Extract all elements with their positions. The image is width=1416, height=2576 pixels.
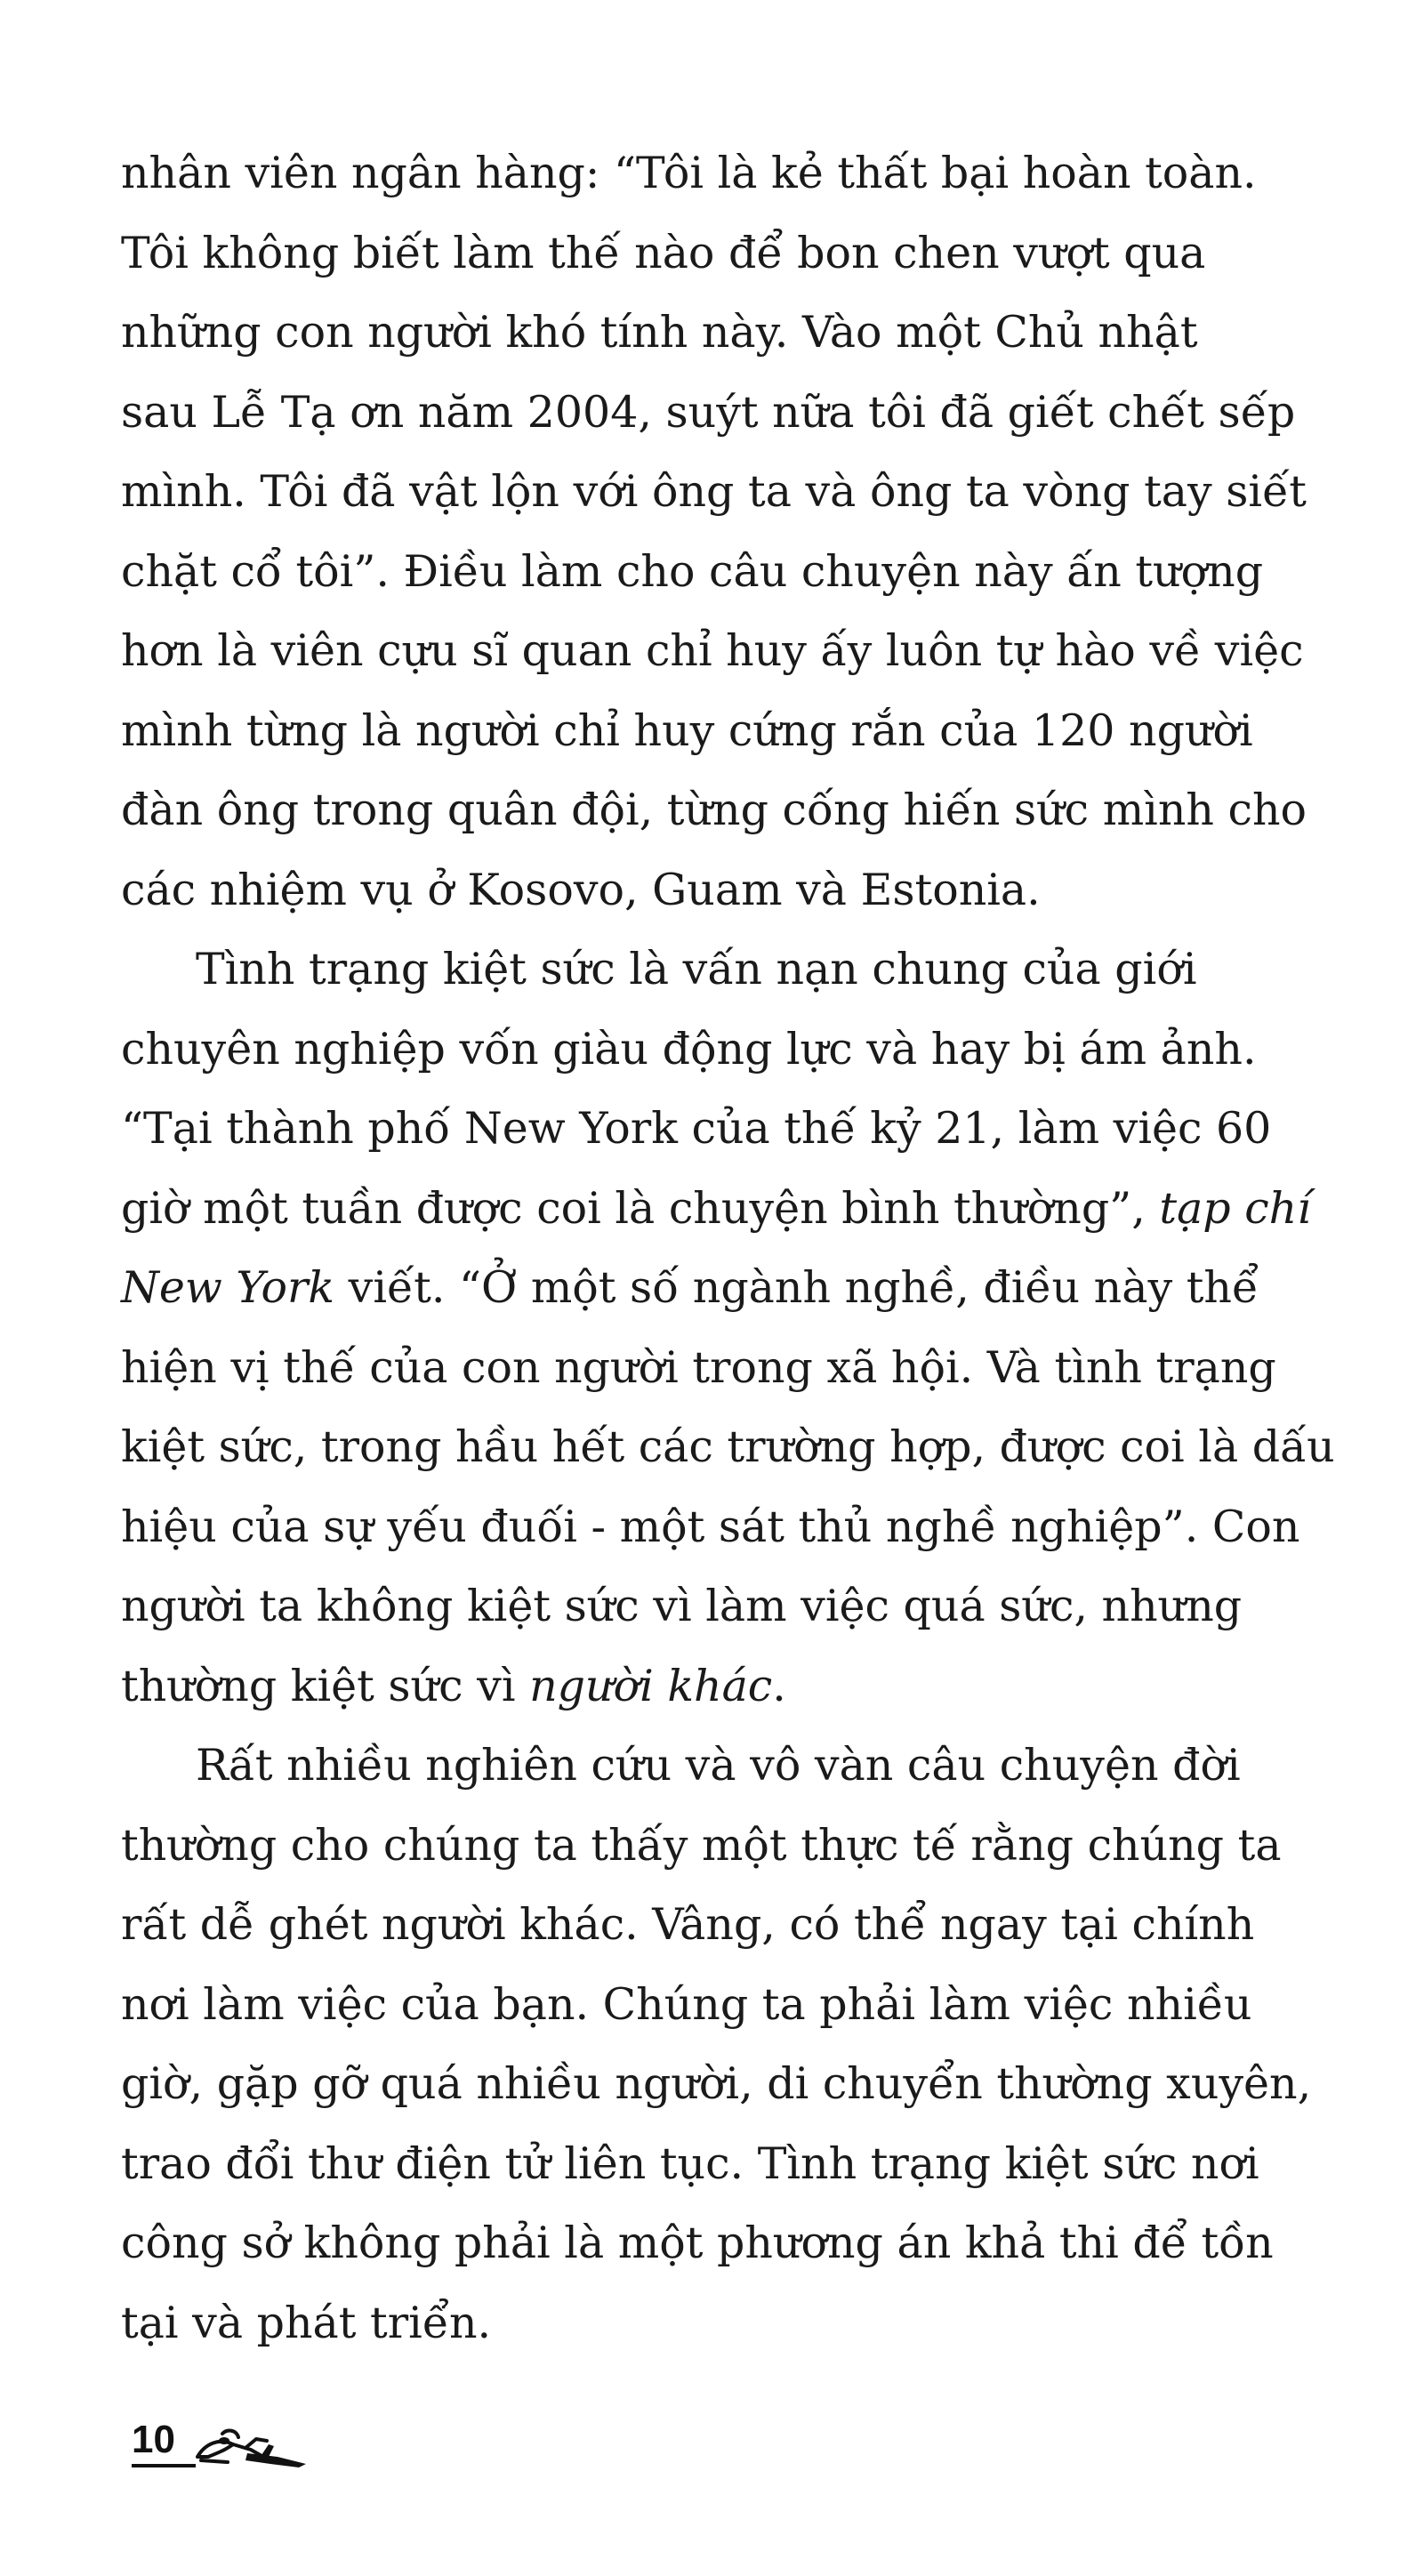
text-segment: giờ, gặp gỡ quá nhiều người, di chuyển thường xuyên, (121, 2058, 1312, 2109)
text-segment: công sở không phải là một phương án khả thi để tồn (121, 2218, 1274, 2268)
text-line (121, 1010, 1331, 1090)
text-segment: người ta không kiệt sức vì làm việc quá sức, nhưng (121, 1581, 1243, 1631)
text-segment: Tôi không biết làm thế nào để bon chen vượt qua (121, 227, 1206, 278)
text-line (121, 2044, 1331, 2124)
text-line (121, 850, 1331, 930)
text-line (121, 1726, 1331, 1806)
text-line (121, 133, 1331, 213)
text-line (121, 930, 1331, 1010)
text-segment: trao đổi thư điện tử liên tục. Tình trạng kiệt sức nơi (121, 2137, 1259, 2189)
text-segment: Rất nhiều nghiên cứu và vô vàn câu chuyện đời (196, 1740, 1241, 1791)
text-segment: những con người khó tính này. Vào một Chủ nhật (121, 307, 1198, 358)
text-line (121, 1407, 1335, 1487)
text-line (121, 213, 1331, 294)
text-segment: nơi làm việc của bạn. Chúng ta phải làm việc nhiều (121, 1978, 1252, 2030)
text-segment: “Tại thành phố New York của thế kỷ 21, làm việc 60 (121, 1103, 1272, 1154)
text-line (121, 1965, 1331, 2045)
text-line (121, 2283, 1331, 2363)
text-line (121, 611, 1331, 691)
text-segment: rất dễ ghét người khác. Vâng, có thể ngay tại chính (121, 1899, 1255, 1950)
text-line (121, 1089, 1331, 1169)
text-line (121, 452, 1331, 532)
page-body (121, 133, 1335, 2363)
text-line (121, 2124, 1331, 2204)
text-line (121, 1487, 1331, 1567)
text-segment: các nhiệm vụ ở Kosovo, Guam và Estonia. (121, 864, 1041, 915)
text-line (121, 1248, 1331, 1328)
page-number-rule (132, 2464, 196, 2467)
text-segment: chuyên nghiệp vốn giàu động lực và hay bị ám ảnh. (121, 1023, 1257, 1075)
text-segment: hơn là viên cựu sĩ quan chỉ huy ấy luôn tự hào về việc (121, 625, 1304, 676)
text-line (121, 691, 1331, 771)
text-segment: hiện vị thế của con người trong xã hội. Và tình trạng (121, 1341, 1276, 1393)
text-segment: mình. Tôi đã vật lộn với ông ta và ông ta vòng tay siết (121, 466, 1307, 517)
text-segment: Tình trạng kiệt sức là vấn nạn chung của giới (196, 944, 1197, 994)
text-line (121, 1566, 1331, 1646)
text-line (121, 293, 1331, 373)
text-segment: tại và phát triển. (121, 2297, 492, 2348)
text-segment: giờ một tuần được coi là chuyện bình thường”, (121, 1182, 1160, 1234)
text-segment: thường cho chúng ta thấy một thực tế rằng chúng ta (121, 1819, 1282, 1871)
text-line (121, 1646, 1331, 1727)
italic-text: New York (121, 1262, 335, 1313)
text-line (121, 1806, 1331, 1886)
text-segment: kiệt sức, trong hầu hết các trường hợp, được coi là dấu (121, 1421, 1335, 1472)
text-segment: nhân viên ngân hàng: “Tôi là kẻ thất bại hoàn toàn. (121, 148, 1257, 198)
text-segment: đàn ông trong quân đội, từng cống hiến sức mình cho (121, 785, 1307, 835)
running-figure-icon (192, 2418, 317, 2475)
text-segment: thường kiệt sức vì (121, 1660, 530, 1711)
italic-text: tạp chí (1159, 1182, 1311, 1234)
text-line (121, 770, 1331, 850)
text-line (121, 1169, 1331, 1249)
text-segment: viết. “Ở một số ngành nghề, điều này thể (334, 1262, 1259, 1313)
italic-text: người khác (529, 1660, 773, 1711)
text-segment: mình từng là người chỉ huy cứng rắn của 120 người (121, 704, 1253, 756)
text-segment: sau Lễ Tạ ơn năm 2004, suýt nữa tôi đã giết chết sếp (121, 386, 1296, 438)
page-number: 10 (132, 2418, 175, 2461)
text-line (121, 1885, 1331, 1965)
text-segment: hiệu của sự yếu đuối - một sát thủ nghề nghiệp”. Con (121, 1501, 1300, 1552)
text-line (121, 532, 1331, 612)
text-segment: chặt cổ tôi”. Điều làm cho câu chuyện này ấn tượng (121, 545, 1264, 597)
text-line (121, 2203, 1331, 2283)
text-line (121, 1328, 1331, 1408)
text-line (121, 373, 1331, 453)
text-segment: . (772, 1660, 786, 1711)
